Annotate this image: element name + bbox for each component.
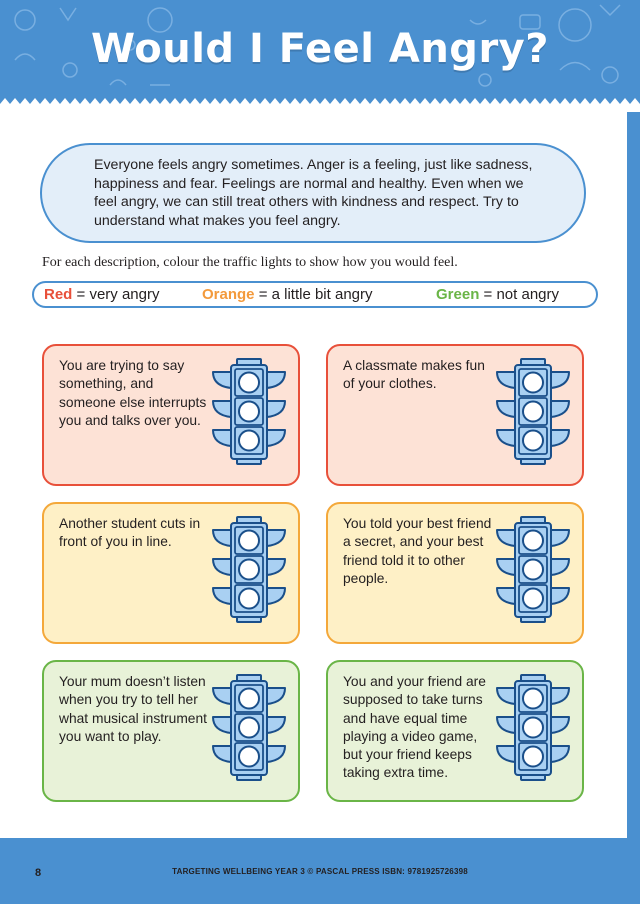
scenario-text: Another student cuts in front of you in line. — [59, 516, 201, 550]
traffic-light-icon[interactable] — [493, 356, 573, 468]
legend-red-meaning: = very angry — [76, 286, 160, 303]
copyright-text: TARGETING WELLBEING YEAR 3 © PASCAL PRESS ISBN: 9781925726398 — [172, 867, 468, 876]
legend-green-meaning: = not angry — [483, 286, 559, 303]
scenario-text: You told your best friend a secret, and your best friend told it to other people. — [343, 516, 492, 586]
scenario-card — [42, 502, 300, 644]
legend-orange-label: Orange — [202, 286, 255, 303]
traffic-light-icon[interactable] — [209, 356, 289, 468]
traffic-light-icon[interactable] — [493, 514, 573, 626]
zigzag-edge — [0, 96, 640, 112]
scenario-card — [326, 344, 584, 486]
legend-orange — [202, 283, 373, 306]
scenario-card — [326, 660, 584, 802]
scenario-card — [42, 344, 300, 486]
traffic-light-icon[interactable] — [493, 672, 573, 784]
scenario-text: You are trying to say something, and someone else interrupts you and talks over you. — [59, 358, 207, 428]
scenario-card — [42, 660, 300, 802]
scenario-text: A classmate makes fun of your clothes. — [343, 358, 485, 392]
footer — [0, 838, 640, 904]
colour-legend — [32, 281, 598, 308]
traffic-light-icon[interactable] — [209, 514, 289, 626]
legend-red — [44, 283, 159, 306]
instruction-text: For each description, colour the traffic lights to show how you would feel. — [42, 255, 458, 270]
legend-green — [436, 283, 559, 306]
legend-orange-meaning: = a little bit angry — [258, 286, 373, 303]
page-title: Would I Feel Angry? — [91, 26, 549, 72]
legend-green-label: Green — [436, 286, 480, 303]
side-bar — [627, 112, 640, 838]
scenario-text: Your mum doesn’t listen when you try to tell her what musical instrument you want to play. — [59, 674, 207, 744]
page-number: 8 — [35, 867, 42, 879]
scenario-text: You and your friend are supposed to take turns and have equal time playing a video game, but your friend keeps taking extra time. — [343, 674, 486, 781]
intro-box — [40, 143, 586, 243]
traffic-light-icon[interactable] — [209, 672, 289, 784]
legend-red-label: Red — [44, 286, 73, 303]
intro-text: Everyone feels angry sometimes. Anger is a feeling, just like sadness, happiness and fear. Feelings are normal and healthy. Even when we feel angry, we can still treat others with kindness and respect. Try to understand what makes you feel angry. — [94, 157, 533, 229]
header-banner — [0, 0, 640, 112]
scenario-card — [326, 502, 584, 644]
